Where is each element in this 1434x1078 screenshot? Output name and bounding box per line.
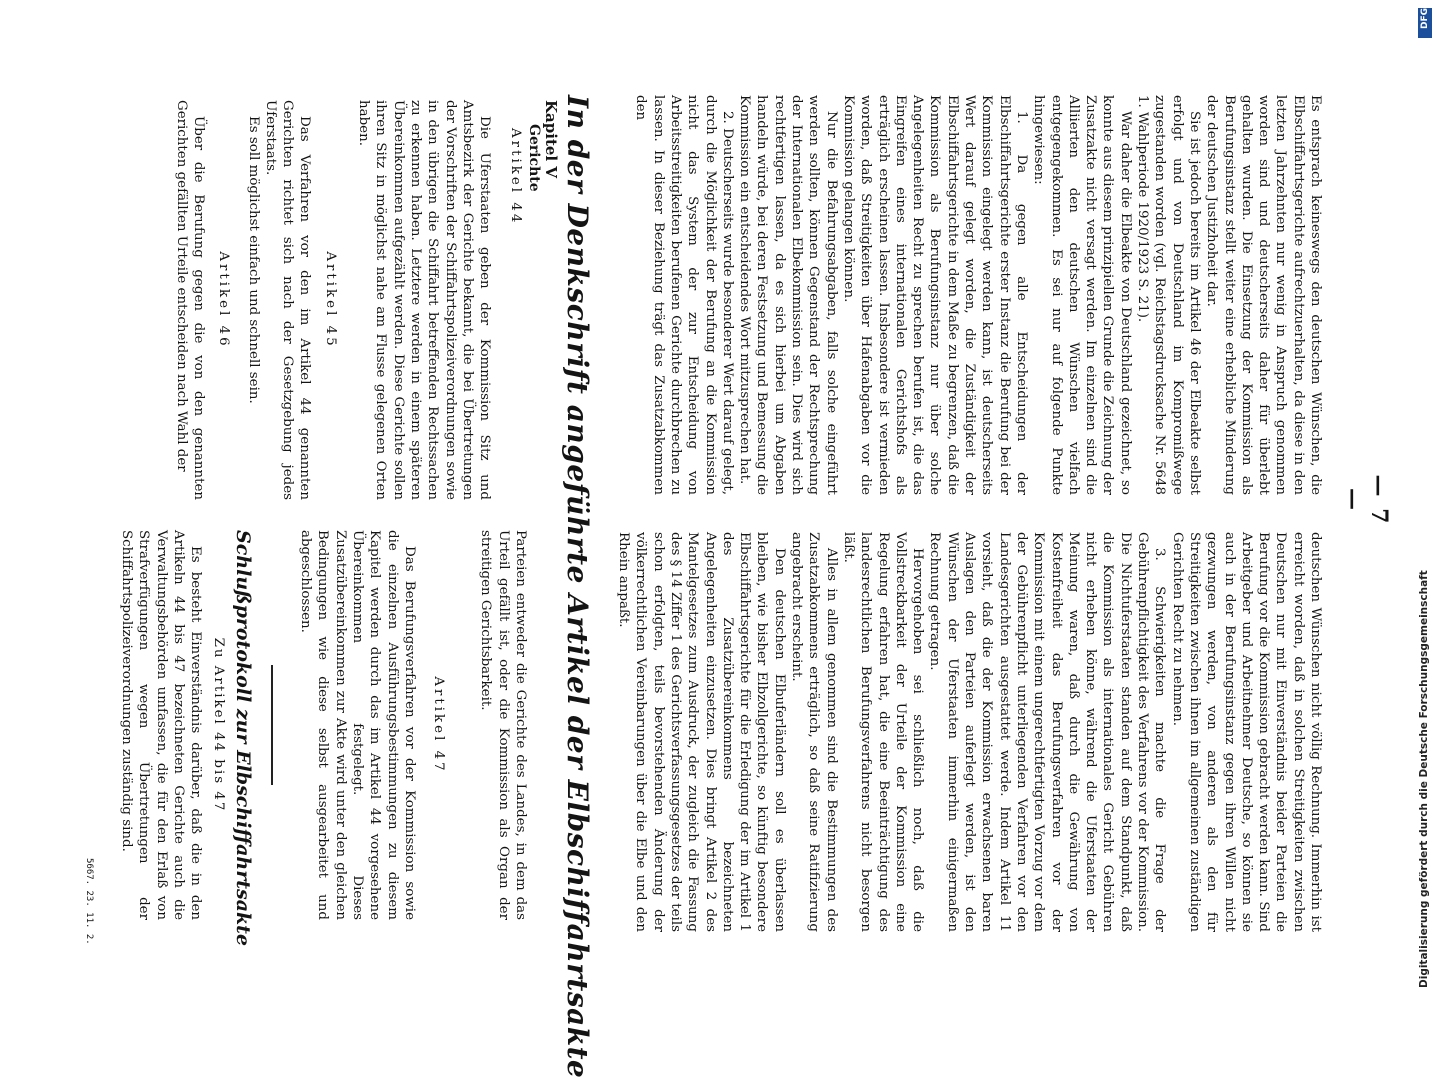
paragraph: deutschen Wünschen nicht völlig Rechnung. Immerhin ist erreicht worden, daß in solchen Streitigkeiten zwischen Deutschen nur mit Einverständnis beider Parteien die Berufung vor die Kommission gebracht werden kann. Sind Arbeitgeber und Arbeitnehmer Deutsche, so können sie auch in der Berufungsinstanz gegen ihren Willen nicht gezwungen werden, von anderen als den für Streitigkeiten zwischen ihnen im allgemeinen zuständigen Gerichten Recht zu nehmen. [1169,532,1323,932]
main-heading: In der Denkschrift angeführte Artikel der Elbschiffahrtsakte [561,95,594,1078]
protocol-heading: Schlußprotokoll zur Elbschiffahrtsakte [231,530,254,947]
article-text: Über die Berufung gegen die von den genannten Gerichten gefällten Urteile entscheiden nach Wahl der [173,100,206,500]
paragraph: Alles in allem genommen sind die Bestimmungen des Zusatzabkommens erträglich, so daß seine Ratifizierung angebracht erscheint. [789,532,839,932]
article-text: Parteien entweder die Gerichte des Landes, in dem das Urteil gefällt ist, oder die Kommission als Organ der streitigen Gerichtsbarkeit. [478,530,528,920]
article-text: Das Verfahren vor den im Artikel 44 genannten Gerichten richtet sich nach der Gesetzgebung jedes Uferstaats. [262,100,313,500]
article-title: Artikel 44 [508,128,524,226]
footer-code: 5667. 23. 11. 2. [84,858,94,945]
article-title: Artikel 45 [322,251,338,349]
paragraph: Hervorgehoben sei schließlich noch, daß die Vollstreckbarkeit der Urteile der Kommission eine Regelung erfahren hat, die eine Beeinträchtigung des landesrechtlichen Berufungsverfahrens nicht besorgen läßt. [840,532,926,932]
digitization-credit: Digitalisierung gefördert durch die Deutsche Forschungsgemeinschaft [1418,570,1430,988]
paragraph: Es entsprach keineswegs den deutschen Wünschen, die Elbschiffahrtsgerichte aufrechtzuerhalten, da diese in den letzten Jahrzehnten nur wenig in Anspruch genommen worden sind und deutscherseits daher für überlebt gehalten wurden. Die Einsetzung der Kommission als Berufungsinstanz stellt weiter eine erhebliche Minderung der deutschen Justizhoheit dar. [1204,95,1323,495]
lower-left-column [118,530,529,947]
section-rule [271,665,273,785]
chapter-title: Gerichte [525,124,542,192]
paragraph: 1. Da gegen alle Entscheidungen der Elbschiffahrtsgerichte erster Instanz die Berufung bei der Kommission eingelegt werden kann, ist deutscherseits Wert darauf gelegt worden, die Zuständigkeit der Elbschiffahrtsgerichte in dem Maße zu begrenzen, daß die Kommission als Berufungsinstanz nur über solche Angelegenheiten Recht zu sprechen berufen ist, die das Eingreifen eines internationalen Gerichtshofs als erträglich erscheinen lassen. Insbesondere ist vermieden worden, daß Streitigkeiten über Hafenabgaben vor die Kommission gelangen können. [840,95,1029,495]
upper-left-column [615,532,1324,932]
paragraph: Sie ist jedoch bereits im Artikel 46 der Elbeakte selbst erfolgt und von Deutschland im Kompromißwege zugestanden worden (vgl. Reichstagsdrucksache Nr. 5648 1. Wahlperiode 1920/1923 S. 21). [1135,95,1202,495]
page-number: — 7 — [1340,474,1392,526]
article-text: Es soll möglichst einfach und schnell sein. [245,116,261,404]
article-text: Die Uferstaaten geben der Kommission Sitz und Amtsbezirk der Gerichte bekannt, die bei Übertretungen der Vorschriften der Schiffahrtspolizeiverordnungen sowie in den übrigen die Schiffahrt betreffenden Rechtssachen zu erkennen haben. Letztere werden in einem späteren Übereinkommen aufgezählt werden. Diese Gerichte sollen ihren Sitz in möglichst nahe am Flusse gelegenen Orten haben. [356,100,493,500]
article-title: Artikel 46 [216,251,232,349]
upper-right-column [632,95,1324,495]
paragraph: Nur die Befahrungsabgaben, falls solche eingeführt werden sollten, können Gegenstand der Rechtsprechung der Internationalen Elbekommission sein. Dies wird sich rechtfertigen lassen, da es sich hierbei um Abgaben handeln würde, bei deren Festsetzung und Bemessung die Kommission ein entscheidendes Wort mitzusprechen hat. [737,95,839,495]
lower-right-column [172,100,559,500]
paragraph: 3. Schwierigkeiten machte die Frage der Gebührenpflichtigkeit des Verfahrens vor der Kommission. Die Nichtuferstaaten standen auf dem Standpunkt, daß die Kommission als internationales Gericht Gebühren nicht erheben könne, während die Uferstaaten der Meinung waren, daß durch die Gewährung von Kostenfreiheit das Berufungsverfahren vor der Kommission mit einem ungerechtfertigten Vorzug vor dem der Gebührenpflicht unterliegenden Verfahren vor den Landesgerichten ausgestattet werde. Indem Artikel 11 vorsieht, daß die der Kommission erwachsenen baren Auslagen den Parteien auferlegt werden, ist den Wünschen der Uferstaaten immerhin einigermaßen Rechnung getragen. [927,532,1168,932]
paragraph: War daher die Elbeakte von Deutschland gezeichnet, so konnte aus diesem prinzipiellen Grunde die Zeichnung der Zusatzakte nicht versagt werden. Im einzelnen sind die Alliierten den deutschen Wünschen vielfach entgegengekommen. Es sei nur auf folgende Punkte hingewiesen: [1031,95,1133,495]
article-text: Das Berufungsverfahren vor der Kommission sowie die einzelnen Ausführungsbestimmungen zu diesem Kapitel werden durch das im Artikel 44 vorgesehene Übereinkommen festgelegt. Dieses Zusatzübereinkommen zur Akte wird unter den gleichen Bedingungen wie diese selbst ausgearbeitet und abgeschlossen. [298,530,417,920]
chapter-label: Kapitel V [542,100,560,178]
dfg-logo: DFG [1418,8,1432,38]
protocol-subtitle: Zu Artikel 44 bis 47 [211,637,227,813]
protocol-text: Es besteht Einverständnis darüber, daß die in den Artikeln 44 bis 47 bezeichneten Gerichte auch die Verwaltungsbehörden umfassen, die für den Erlaß von Strafverfügungen wegen Übertretungen der Schiffahrtspolizeiverordnungen zuständig sind. [118,530,204,920]
paragraph: 2. Deutscherseits wurde besonderer Wert darauf gelegt, durch die Möglichkeit der Berufung an die Kommission nicht das System der zur Entscheidung von Arbeitsstreitigkeiten berufenen Gerichte durchbrechen zu lassen. In dieser Beziehung trägt das Zusatzabkommen den [633,95,735,495]
article-title: Artikel 47 [431,676,447,774]
paragraph: Den deutschen Elbuferländern soll es überlassen bleiben, wie bisher Elbzollgerichte, so künftig besondere Elbschiffahrtsgerichte für die Erledigung der im Artikel 1 des Zusatzübereinkommens bezeichneten Angelegenheiten einzusetzen. Dies bringt Artikel 2 des Mantelgesetzes zum Ausdruck, der zugleich die Fassung des § 14 Ziffer 1 des Gerichtsverfassungsgesetzes der teils schon erfolgten, teils bevorstehenden Änderung der völkerrechtlichen Vereinbarungen über die Elbe und den Rhein anpaßt. [616,532,787,932]
